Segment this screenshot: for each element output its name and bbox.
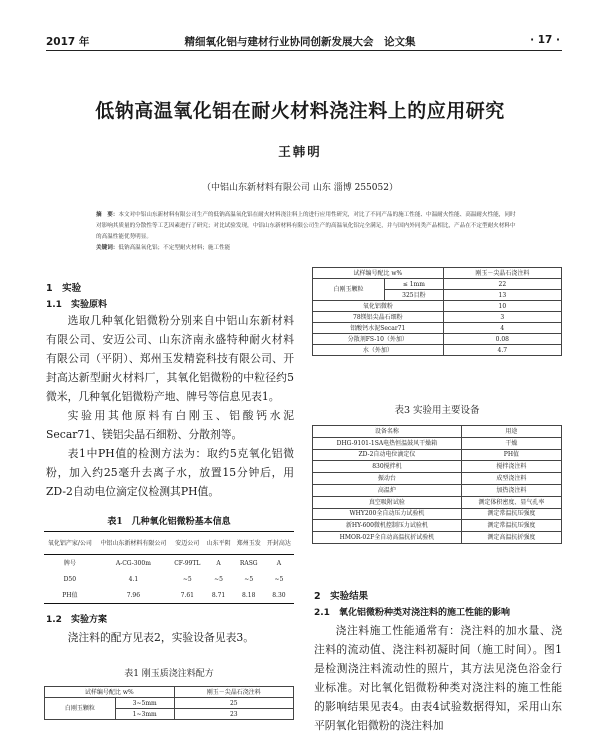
table-cell: 1~3mm — [115, 709, 174, 720]
table-cell: 22 — [443, 279, 561, 290]
table-row — [313, 345, 562, 356]
table-header-cell: 刚玉－尖晶石浇注料 — [174, 687, 293, 698]
table-row — [313, 496, 562, 508]
table-cell: ~5 — [274, 575, 284, 583]
table-cell: HMOR-02F全自动高温抗折试验机 — [313, 532, 462, 544]
table-cell: A — [216, 559, 221, 567]
table-cell: 23 — [174, 709, 293, 720]
table-cell: ZD-2自动电位滴定仪 — [313, 449, 462, 461]
paper-affiliation: （中铝山东新材料有限公司 山东 淄博 255052） — [202, 183, 398, 193]
table-row — [313, 437, 562, 449]
table-cell: 测定常温抗压强度 — [461, 508, 561, 520]
table-cell: 测定体积密度、显气孔率 — [461, 496, 561, 508]
header-page-number: · 17 · — [530, 34, 560, 46]
paragraph: 选取几种氧化铝微粉分别来自中铝山东新材料有限公司、安迈公司、山东济南永盛特种耐火材料有限公司（平阴）、郑州玉发精瓷科技有限公司、开封高达新型耐火材料厂，其氧化铝微粉的中粒径约5微米，几种氧化铝微粉产地、牌号等信息见表1。 — [46, 314, 294, 403]
table-3 — [312, 425, 562, 544]
paper-title: 低钠高温氧化铝在耐火材料浇注料上的应用研究 — [95, 100, 505, 122]
table-cell: 3~5mm — [115, 698, 174, 709]
table-1-caption: 表1 几种氧化铝微粉基本信息 — [107, 517, 231, 527]
paragraph: 浇注料施工性能通常有：浇注料的加水量、浇注料的流动值、浇注料初凝时间（施工时间）。图1是检测浇注料流动性的照片，其方法见浇色浴金行业标准。对比氧化铝微粉种类对浇注料的施工性能的影响结果见表4。由表4试验数据得知，采用山东平阴氧化铝微粉的浇注料加 — [314, 624, 562, 732]
table-cell: 搅拌浇注料 — [461, 461, 561, 473]
table-cell: A-CG-300m — [115, 559, 151, 567]
table-cell: 13 — [443, 290, 561, 301]
table-row — [313, 449, 562, 461]
section-1-heading: 1 实验 — [46, 283, 82, 294]
table-cell: 10 — [443, 301, 561, 312]
table-header-cell: 试样编号配比 w% — [45, 687, 175, 698]
table-cell: 白刚玉颗粒 — [313, 279, 385, 301]
section-2-1-body — [314, 621, 562, 732]
table-row — [313, 520, 562, 532]
table-cell: 水（外加） — [313, 345, 444, 356]
section-1-1-body — [46, 311, 294, 501]
table-cell: 25 — [174, 698, 293, 709]
abstract-text: 本文对中铝山东新材料有限公司生产的低钠高温氧化铝在耐火材料浇注料上的进行应用性研究，对比了不同产品的施工性能、中温耐火性能、高温耐火性能，同时对影响其质量的分散性等工艺因素进行了研究；对比试验发现，中铝山东新材料有限公司生产的高温氧化铝完全满足，并与国内外同类产品相比，产品在不定型耐火材料中的高温性能优势明显。 — [96, 212, 516, 240]
paper-author: 王韩明 — [278, 144, 322, 159]
table-cell: 830搅拌机 — [313, 461, 462, 473]
table-cell: 4.7 — [443, 345, 561, 356]
abstract-label: 摘 要： — [96, 212, 119, 218]
table-cell: 真空吸附试验 — [313, 496, 462, 508]
table-cell: CF-99TL — [174, 559, 201, 567]
table-cell: ~5 — [244, 575, 254, 583]
table-row — [313, 312, 562, 323]
table-row — [313, 473, 562, 485]
header-journal: 精细氧化铝与建材行业协同创新发展大会 论文集 — [184, 36, 416, 48]
table-cell: 8.30 — [264, 587, 294, 604]
table-cell: 氧化铝微粉 — [313, 301, 444, 312]
table-row — [44, 587, 294, 604]
keywords-text: 低钠高温氧化铝；不定型耐火材料；施工性能 — [118, 245, 231, 251]
table-cell: 3 — [443, 312, 561, 323]
keywords-label: 关键词： — [96, 245, 119, 251]
table-header-cell: 郑州玉发 — [234, 532, 264, 555]
header-year: 2017 年 — [46, 36, 90, 48]
table-formula-left — [44, 686, 294, 720]
table-row — [313, 461, 562, 473]
table-row — [313, 279, 562, 290]
table-cell: 分散剂FS-10（外加） — [313, 334, 444, 345]
table-cell: 振动台 — [313, 473, 462, 485]
table-cell: 78镁铝尖晶石细粉 — [313, 312, 444, 323]
table-header-cell: 试样编号配比 w% — [313, 268, 444, 279]
table-row — [313, 334, 562, 345]
table-header-cell: 刚玉－尖晶石浇注料 — [443, 268, 561, 279]
table-cell: 4 — [443, 323, 561, 334]
table-cell: 8.18 — [234, 587, 264, 604]
table-cell: 干燥 — [461, 437, 561, 449]
section-1-1-heading: 1.1 实验原料 — [46, 300, 107, 310]
table-cell: DHG-9101-1SA电热恒温鼓风干燥箱 — [313, 437, 462, 449]
table-1 — [44, 531, 294, 604]
table-cell: 铝酸钙水泥Secar71 — [313, 323, 444, 334]
table-cell: 白刚玉颗粒 — [45, 698, 116, 720]
table-formula-right — [312, 267, 562, 356]
table-row — [44, 571, 294, 587]
table-cell: ≤ 1mm — [385, 279, 444, 290]
table-cell: 测定高温抗折强度 — [461, 532, 561, 544]
table-row — [313, 508, 562, 520]
section-1-2-body — [46, 628, 294, 647]
table-cell: 7.96 — [96, 587, 171, 604]
table-cell: 高温炉 — [313, 484, 462, 496]
table-cell: PH值 — [461, 449, 561, 461]
section-2-heading: 2 实验结果 — [314, 591, 369, 602]
table-header-cell: 设备名称 — [313, 426, 462, 438]
table-row — [44, 555, 294, 572]
table-cell: D50 — [63, 575, 77, 583]
table-cell: WHY200全自动压力试验机 — [313, 508, 462, 520]
table-cell: ~5 — [214, 575, 223, 583]
table-row — [313, 484, 562, 496]
table-cell: 牌号 — [63, 559, 76, 567]
table-cell: 4.1 — [128, 575, 139, 583]
table-4-caption: 表1 刚玉质浇注料配方 — [124, 669, 214, 679]
table-header-cell: 山东平阴 — [204, 532, 234, 555]
table-header-cell: 中铝山东新材料有限公司 — [96, 532, 171, 555]
paragraph: 浇注料的配方见表2，实验设备见表3。 — [67, 631, 255, 644]
table-cell: 测定常温抗压强度 — [461, 520, 561, 532]
table-header-cell: 安迈公司 — [171, 532, 203, 555]
table-cell: ~5 — [182, 575, 192, 583]
table-cell: 加热浇注料 — [461, 484, 561, 496]
table-cell: 成型浇注料 — [461, 473, 561, 485]
table-cell: 8.71 — [204, 587, 234, 604]
table-cell: 325目粉 — [385, 290, 444, 301]
header-rule — [46, 50, 562, 51]
table-cell: 7.61 — [171, 587, 203, 604]
table-cell: 新HY-600微机控制压力试验机 — [313, 520, 462, 532]
table-row — [313, 301, 562, 312]
table-cell: 0.08 — [443, 334, 561, 345]
section-1-2-heading: 1.2 实验方案 — [46, 615, 107, 625]
abstract-block — [96, 210, 516, 254]
table-row — [313, 532, 562, 544]
table-row — [313, 323, 562, 334]
table-cell: PH值 — [44, 587, 96, 604]
table-header-cell: 开封高达 — [264, 532, 294, 555]
table-header-cell: 氧化铝产家/公司 — [44, 532, 96, 555]
section-2-1-heading: 2.1 氧化铝微粉种类对浇注料的施工性能的影响 — [314, 608, 510, 618]
table-cell: RASG — [239, 559, 258, 567]
paragraph: 实验用其他原料有白刚玉、铝酸钙水泥Secar71、镁铝尖晶石细粉、分散剂等。 — [46, 409, 294, 441]
paragraph: 表1中PH值的检测方法为：取约5克氧化铝微粉，加入约25毫升去离子水，放置15分钟后，用ZD-2自动电位滴定仪检测其PH值。 — [46, 447, 294, 498]
table-3-caption: 表3 实验用主要设备 — [394, 405, 480, 416]
table-row — [45, 698, 294, 709]
table-header-cell: 用途 — [461, 426, 561, 438]
table-cell: A — [276, 559, 282, 567]
